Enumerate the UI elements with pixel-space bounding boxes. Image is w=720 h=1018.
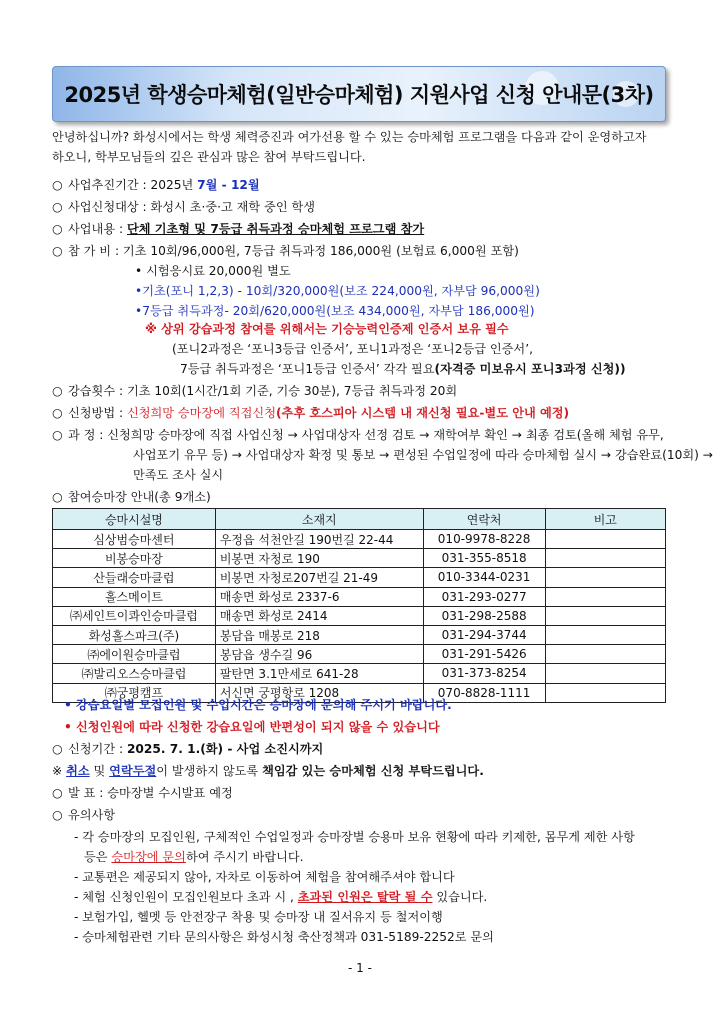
venue-note — [545, 530, 665, 549]
circle-bullet-icon: ○ — [52, 200, 63, 214]
circle-bullet-icon: ○ — [52, 428, 63, 442]
fee-note-2: (포니2과정은 ‘포니3등급 인증서’, 포니1과정은 ‘포니2등급 인증서’, — [172, 342, 533, 356]
venue-note — [545, 587, 665, 606]
venue-name: ㈜발리오스승마클럽 — [53, 664, 216, 683]
page-title: 2025년 학생승마체험(일반승마체험) 지원사업 신청 안내문(3차) — [64, 83, 654, 107]
table-row — [53, 664, 666, 683]
venue-address: 비봉면 자청로 190 — [215, 549, 423, 568]
col-header-address: 소재지 — [215, 509, 423, 530]
table-header-row — [53, 509, 666, 530]
venue-note — [545, 683, 665, 702]
method-value: 신청희망 승마장에 직접신청 — [126, 406, 276, 420]
intro-line-2: 하오니, 학부모님들의 깊은 관심과 많은 참여 부탁드립니다. — [52, 150, 366, 164]
venue-phone: 031-294-3744 — [423, 625, 545, 644]
content-value: 단체 기초형 및 7등급 취득과정 승마체험 프로그램 참가 — [126, 222, 425, 236]
circle-bullet-icon: ○ — [52, 742, 63, 756]
venue-phone: 031-291-5426 — [423, 645, 545, 664]
venue-address: 매송면 화성로 2414 — [215, 606, 423, 625]
process-item: ○ 과 정 : 신청희망 승마장에 직접 사업신청 → 사업대상자 선정 검토 → 재학여부 확인 → 최종 검토(올해 체험 유무, — [52, 428, 664, 442]
intro-line-1: 안녕하십니까? 화성시에서는 학생 체력증진과 여가선용 할 수 있는 승마체험 프로그램을 다음과 같이 운영하고자 — [52, 130, 647, 144]
venue-name: 홀스메이트 — [53, 587, 216, 606]
title-banner — [52, 66, 666, 122]
venue-name: ㈜세인트이콰인승마클럽 — [53, 606, 216, 625]
col-header-name: 승마시설명 — [53, 509, 216, 530]
target-item: ○ 사업신청대상 : 화성시 초·중·고 재학 중인 학생 — [52, 200, 316, 214]
notice-schedule: • 강습요일별 모집인원 및 수업시간은 승마장에 문의해 주시기 바랍니다. — [64, 698, 452, 712]
table-row — [53, 549, 666, 568]
venue-name: 비봉승마장 — [53, 549, 216, 568]
caution-1b: 등은 승마장에 문의하여 주시기 바랍니다. — [84, 850, 304, 864]
venue-phone: 010-9978-8228 — [423, 530, 545, 549]
process-line-3: 만족도 조사 실시 — [133, 468, 224, 482]
fee-note-3: 7등급 취득과정은 ‘포니1등급 인증서’ 각각 필요(자격증 미보유시 포니3과정 신청)) — [180, 362, 626, 376]
apply-period-value: 2025. 7. 1.(화) - 사업 소진시까지 — [126, 742, 324, 756]
circle-bullet-icon: ○ — [52, 808, 63, 822]
venue-name: 산들래승마클럽 — [53, 568, 216, 587]
notice-class-assign: • 신청인원에 따라 신청한 강습요일에 반편성이 되지 않을 수 있습니다 — [64, 720, 440, 734]
table-row — [53, 568, 666, 587]
venue-name: ㈜에이원승마클럽 — [53, 645, 216, 664]
announce-item: ○ 발 표 : 승마장별 수시발표 예정 — [52, 786, 233, 800]
venue-name: ㈜궁평캠프 — [53, 683, 216, 702]
period-item: ○ 사업추진기간 : 2025년 7월 - 12월 — [52, 178, 260, 192]
fee-note: ※ 상위 강습과정 참여를 위해서는 기승능력인증제 인증서 보유 필수 — [145, 322, 509, 336]
venue-note — [545, 606, 665, 625]
circle-bullet-icon: ○ — [52, 786, 63, 800]
caution-3: - 체험 신청인원이 모집인원보다 초과 시 , 초과된 인원은 탈락 될 수 있습니다. — [74, 890, 488, 904]
venue-note — [545, 568, 665, 587]
caution-2: - 교통편은 제공되지 않아, 자차로 이동하여 체험을 참여해주셔야 합니다 — [74, 870, 455, 884]
venue-phone: 070-8828-1111 — [423, 683, 545, 702]
method-note: (추후 호스피아 시스템 내 재신청 필요-별도 안내 예정) — [275, 406, 570, 420]
venue-name: 심상범승마센터 — [53, 530, 216, 549]
venue-address: 팔탄면 3.1만세로 641-28 — [215, 664, 423, 683]
table-row — [53, 645, 666, 664]
venue-phone: 031-373-8254 — [423, 664, 545, 683]
venue-address: 우정읍 석천안길 190번길 22-44 — [215, 530, 423, 549]
venue-phone: 031-298-2588 — [423, 606, 545, 625]
table-row — [53, 530, 666, 549]
table-row — [53, 625, 666, 644]
sessions-item: ○ 강습횟수 : 기초 10회(1시간/1회 기준, 기승 30분), 7등급 취득과정 20회 — [52, 384, 458, 398]
venue-note — [545, 645, 665, 664]
caution-1a: - 각 승마장의 모집인원, 구체적인 수업일정과 승마장별 승용마 보유 현황에 따라 키제한, 몸무게 제한 사항 — [74, 830, 635, 844]
venue-note — [545, 664, 665, 683]
venue-address: 매송면 화성로 2337-6 — [215, 587, 423, 606]
circle-bullet-icon: ○ — [52, 178, 63, 192]
content-item: ○ 사업내용 : 단체 기초형 및 7등급 취득과정 승마체험 프로그램 참가 — [52, 222, 425, 236]
venue-address: 봉담읍 생수길 96 — [215, 645, 423, 664]
method-item: ○ 신청방법 : 신청희망 승마장에 직접신청(추후 호스피아 시스템 내 재신청 필요-별도 안내 예정) — [52, 406, 570, 420]
table-row — [53, 587, 666, 606]
col-header-contact: 연락처 — [423, 509, 545, 530]
fee-7grade: •7등급 취득과정- 20회/620,000원(보조 434,000원, 자부담 186,000원) — [135, 304, 535, 318]
circle-bullet-icon: ○ — [52, 490, 63, 504]
apply-period-item: ○ 신청기간 : 2025. 7. 1.(화) - 사업 소진시까지 — [52, 742, 324, 756]
venue-table — [52, 508, 666, 703]
venue-phone: 031-355-8518 — [423, 549, 545, 568]
page-number: - 1 - — [348, 961, 372, 975]
circle-bullet-icon: ○ — [52, 384, 63, 398]
venues-heading: ○ 참여승마장 안내(총 9개소) — [52, 490, 211, 504]
venue-name: 화성홀스파크(주) — [53, 625, 216, 644]
cautions-heading: ○ 유의사항 — [52, 808, 116, 822]
caution-4: - 보험가입, 헬멧 등 안전장구 착용 및 승마장 내 질서유지 등 철저이행 — [74, 910, 443, 924]
caution-5: - 승마체험관련 기타 문의사항은 화성시청 축산정책과 031-5189-2252로 문의 — [74, 930, 494, 944]
venue-note — [545, 549, 665, 568]
venue-address: 서신면 궁평항로 1208 — [215, 683, 423, 702]
venue-phone: 031-293-0277 — [423, 587, 545, 606]
fee-item: ○ 참 가 비 : 기초 10회/96,000원, 7등급 취득과정 186,000원 (보험료 6,000원 포함) — [52, 244, 519, 258]
process-line-2: 사업포기 유무 등) → 사업대상자 확정 및 통보 → 편성된 수업일정에 따라 승마체험 실시 → 강습완료(10회) → — [133, 448, 713, 462]
period-value: 7월 - 12월 — [197, 178, 260, 192]
venue-address: 비봉면 자청로207번길 21-49 — [215, 568, 423, 587]
fee-exam: • 시험응시료 20,000원 별도 — [135, 264, 291, 278]
circle-bullet-icon: ○ — [52, 222, 63, 236]
col-header-note: 비고 — [545, 509, 665, 530]
venue-address: 봉담읍 매봉로 218 — [215, 625, 423, 644]
venue-phone: 010-3344-0231 — [423, 568, 545, 587]
circle-bullet-icon: ○ — [52, 406, 63, 420]
cancel-note: ※ 취소 및 연락두절이 발생하지 않도록 책임감 있는 승마체험 신청 부탁드립니다. — [52, 764, 484, 778]
venue-note — [545, 625, 665, 644]
fee-basic: •기초(포니 1,2,3) - 10회/320,000원(보조 224,000원, 자부담 96,000원) — [135, 284, 540, 298]
table-row — [53, 606, 666, 625]
circle-bullet-icon: ○ — [52, 244, 63, 258]
